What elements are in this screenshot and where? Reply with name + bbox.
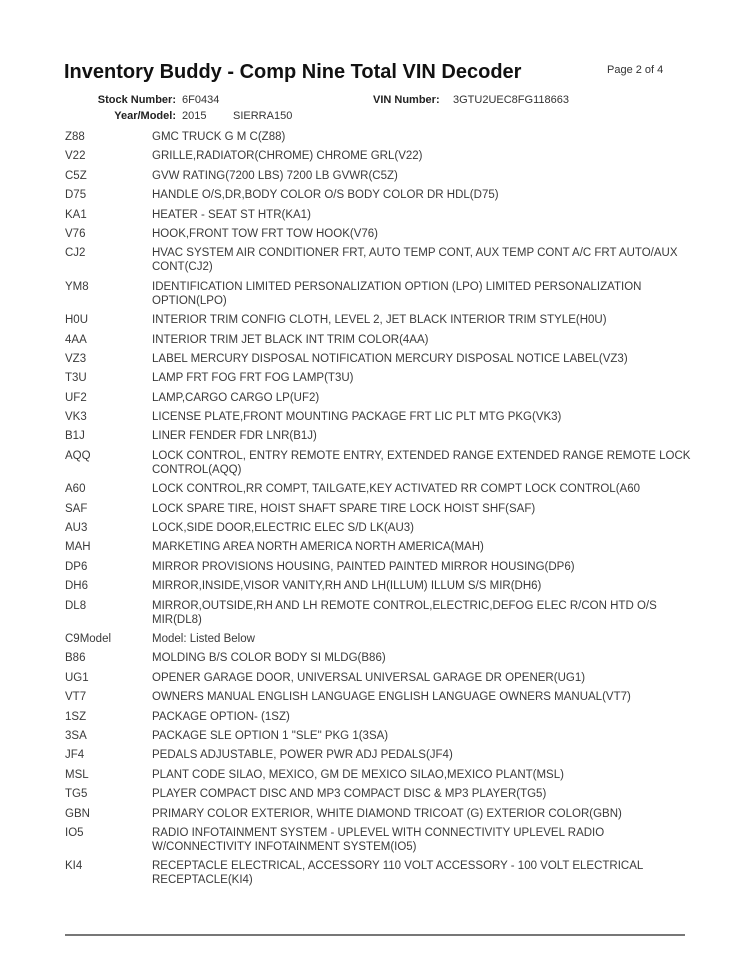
option-row xyxy=(65,748,701,762)
option-code: UF2 xyxy=(65,391,87,404)
option-code: C5Z xyxy=(65,169,87,182)
option-row xyxy=(65,449,701,477)
options-list xyxy=(65,130,701,893)
option-code: D75 xyxy=(65,189,87,202)
option-description: LOCK CONTROL,RR COMPT, TAILGATE,KEY ACTIVATED RR COMPT LOCK CONTROL(A60 xyxy=(152,483,640,496)
option-code: VT7 xyxy=(65,691,87,704)
option-description: IDENTIFICATION LIMITED PERSONALIZATION OPTION (LPO) LIMITED PERSONALIZATION OPTION(LPO) xyxy=(152,280,642,307)
vin-number-label: VIN Number: xyxy=(373,94,440,106)
option-row xyxy=(65,560,701,574)
page-title: Inventory Buddy - Comp Nine Total VIN Decoder xyxy=(64,61,522,83)
option-row xyxy=(65,280,701,308)
footer-rule xyxy=(65,934,685,936)
option-code: DL8 xyxy=(65,599,87,612)
option-description: OPENER GARAGE DOOR, UNIVERSAL UNIVERSAL GARAGE DR OPENER(UG1) xyxy=(152,671,586,684)
stock-number-label: Stock Number: xyxy=(97,94,176,106)
option-description: LAMP FRT FOG FRT FOG LAMP(T3U) xyxy=(152,372,354,385)
option-code: IO5 xyxy=(65,826,84,839)
option-code: DP6 xyxy=(65,560,88,573)
option-code: 1SZ xyxy=(65,710,87,723)
page-number-indicator: Page 2 of 4 xyxy=(607,64,664,76)
option-description: GMC TRUCK G M C(Z88) xyxy=(152,131,286,143)
option-code: H0U xyxy=(65,314,89,327)
option-row xyxy=(65,710,701,724)
option-row xyxy=(65,859,701,887)
option-description: GVW RATING(7200 LBS) 7200 LB GVWR(C5Z) xyxy=(152,169,398,182)
option-description: LOCK,SIDE DOOR,ELECTRIC ELEC S/D LK(AU3) xyxy=(152,522,415,535)
option-description: RECEPTACLE ELECTRICAL, ACCESSORY 110 VOLT ACCESSORY - 100 VOLT ELECTRICAL RECEPTACLE(KI4) xyxy=(152,860,643,887)
option-code: MAH xyxy=(65,541,91,554)
option-description: LICENSE PLATE,FRONT MOUNTING PACKAGE FRT LIC PLT MTG PKG(VK3) xyxy=(152,411,562,424)
option-row xyxy=(65,651,701,665)
option-row xyxy=(65,502,701,516)
model-value: SIERRA150 xyxy=(233,110,293,122)
option-row xyxy=(65,807,701,821)
option-description: INTERIOR TRIM CONFIG CLOTH, LEVEL 2, JET BLACK INTERIOR TRIM STYLE(H0U) xyxy=(152,314,607,327)
option-code: V22 xyxy=(65,150,86,163)
year-value: 2015 xyxy=(182,110,207,122)
option-description: RADIO INFOTAINMENT SYSTEM - UPLEVEL WITH CONNECTIVITY UPLEVEL RADIO W/CONNECTIVITY INFOTAINMENT SYSTEM(IO5) xyxy=(152,826,605,853)
option-row xyxy=(65,599,701,627)
option-code: B1J xyxy=(65,430,85,443)
option-description: LOCK CONTROL, ENTRY REMOTE ENTRY, EXTENDED RANGE EXTENDED RANGE REMOTE LOCK CONTROL(AQQ) xyxy=(152,449,691,476)
option-description: PACKAGE SLE OPTION 1 "SLE" PKG 1(3SA) xyxy=(152,729,389,742)
option-row xyxy=(65,352,701,366)
option-row xyxy=(65,690,701,704)
option-code: TG5 xyxy=(65,788,88,801)
option-description: MIRROR,INSIDE,VISOR VANITY,RH AND LH(ILLUM) ILLUM S/S MIR(DH6) xyxy=(152,580,542,593)
option-row xyxy=(65,227,701,241)
option-code: KA1 xyxy=(65,208,87,221)
option-description: MIRROR PROVISIONS HOUSING, PAINTED PAINTED MIRROR HOUSING(DP6) xyxy=(152,560,575,573)
option-row xyxy=(65,313,701,327)
option-description: OWNERS MANUAL ENGLISH LANGUAGE ENGLISH LANGUAGE OWNERS MANUAL(VT7) xyxy=(152,691,631,704)
option-code: C9Model xyxy=(65,632,112,645)
option-row xyxy=(65,149,701,163)
option-row xyxy=(65,826,701,854)
year-model-label: Year/Model: xyxy=(114,110,176,122)
option-code: Z88 xyxy=(65,131,85,143)
option-row xyxy=(65,429,701,443)
option-description: Model: Listed Below xyxy=(152,632,255,645)
option-description: HOOK,FRONT TOW FRT TOW HOOK(V76) xyxy=(152,227,378,240)
option-description: HANDLE O/S,DR,BODY COLOR O/S BODY COLOR DR HDL(D75) xyxy=(152,189,499,202)
option-code: KI4 xyxy=(65,860,83,873)
option-description: MIRROR,OUTSIDE,RH AND LH REMOTE CONTROL,ELECTRIC,DEFOG ELEC R/CON HTD O/S MIR(DL8) xyxy=(152,599,657,626)
option-description: PEDALS ADJUSTABLE, POWER PWR ADJ PEDALS(JF4) xyxy=(152,749,453,762)
option-row xyxy=(65,130,701,144)
option-code: AU3 xyxy=(65,522,88,535)
option-row xyxy=(65,729,701,743)
option-code: 3SA xyxy=(65,729,87,742)
option-code: DH6 xyxy=(65,580,89,593)
option-description: MARKETING AREA NORTH AMERICA NORTH AMERICA(MAH) xyxy=(152,541,484,554)
option-code: JF4 xyxy=(65,749,85,762)
option-row xyxy=(65,391,701,405)
option-code: CJ2 xyxy=(65,247,86,260)
option-row xyxy=(65,521,701,535)
option-row xyxy=(65,169,701,183)
option-code: UG1 xyxy=(65,671,89,684)
option-row xyxy=(65,333,701,347)
option-description: INTERIOR TRIM JET BLACK INT TRIM COLOR(4AA) xyxy=(152,333,429,346)
option-row xyxy=(65,482,701,496)
stock-number-value: 6F0434 xyxy=(182,94,220,106)
option-code: VK3 xyxy=(65,411,87,424)
option-code: B86 xyxy=(65,652,86,665)
option-description: LINER FENDER FDR LNR(B1J) xyxy=(152,430,317,443)
option-code: A60 xyxy=(65,483,86,496)
option-description: PRIMARY COLOR EXTERIOR, WHITE DIAMOND TRICOAT (G) EXTERIOR COLOR(GBN) xyxy=(152,807,622,820)
option-description: HEATER - SEAT ST HTR(KA1) xyxy=(152,208,311,221)
option-row xyxy=(65,579,701,593)
option-description: PLANT CODE SILAO, MEXICO, GM DE MEXICO SILAO,MEXICO PLANT(MSL) xyxy=(152,768,564,781)
option-code: YM8 xyxy=(65,280,89,293)
option-description: LAMP,CARGO CARGO LP(UF2) xyxy=(152,391,320,404)
option-code: SAF xyxy=(65,502,88,515)
option-description: LABEL MERCURY DISPOSAL NOTIFICATION MERCURY DISPOSAL NOTICE LABEL(VZ3) xyxy=(152,352,628,365)
option-description: PLAYER COMPACT DISC AND MP3 COMPACT DISC & MP3 PLAYER(TG5) xyxy=(152,788,547,801)
option-row xyxy=(65,246,701,274)
option-code: T3U xyxy=(65,372,87,385)
option-row xyxy=(65,208,701,222)
option-description: MOLDING B/S COLOR BODY SI MLDG(B86) xyxy=(152,652,386,665)
option-code: GBN xyxy=(65,807,90,820)
option-code: 4AA xyxy=(65,333,87,346)
option-row xyxy=(65,188,701,202)
option-row xyxy=(65,671,701,685)
option-row xyxy=(65,768,701,782)
vin-number-value: 3GTU2UEC8FG118663 xyxy=(453,94,569,106)
option-description: GRILLE,RADIATOR(CHROME) CHROME GRL(V22) xyxy=(152,150,423,163)
option-code: VZ3 xyxy=(65,352,87,365)
option-code: MSL xyxy=(65,768,89,781)
option-row xyxy=(65,410,701,424)
option-code: V76 xyxy=(65,227,86,240)
option-description: LOCK SPARE TIRE, HOIST SHAFT SPARE TIRE LOCK HOIST SHF(SAF) xyxy=(152,502,536,515)
option-row xyxy=(65,371,701,385)
option-description: PACKAGE OPTION- (1SZ) xyxy=(152,710,290,723)
option-row xyxy=(65,787,701,801)
option-description: HVAC SYSTEM AIR CONDITIONER FRT, AUTO TEMP CONT, AUX TEMP CONT A/C FRT AUTO/AUX CONT(CJ2) xyxy=(152,247,678,274)
option-row xyxy=(65,632,701,646)
option-code: AQQ xyxy=(65,449,91,462)
option-row xyxy=(65,540,701,554)
